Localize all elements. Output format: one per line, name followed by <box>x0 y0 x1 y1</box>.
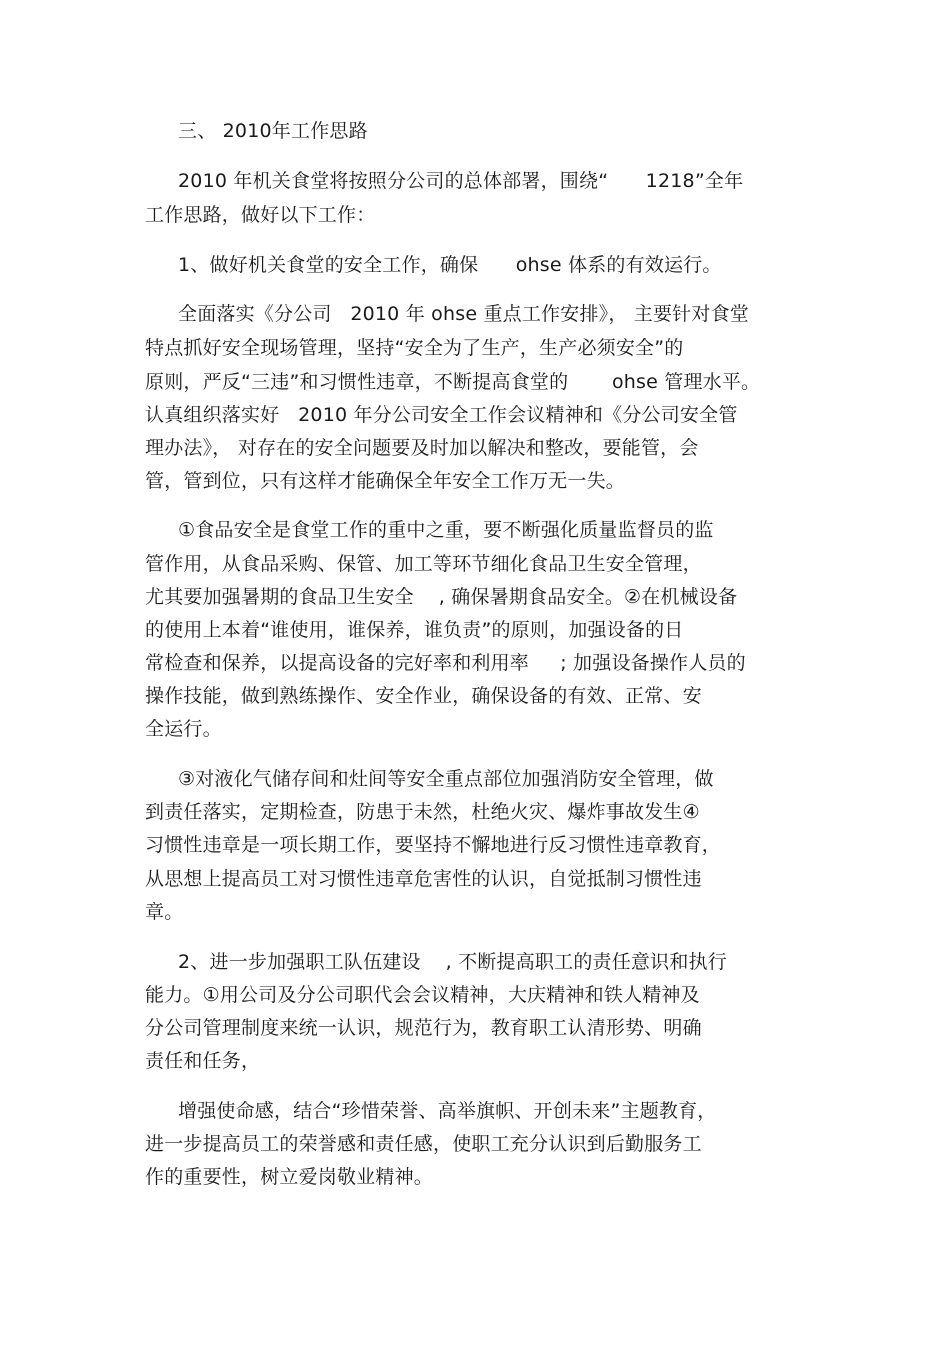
text-line: 常检查和保养，以提高设备的完好率和利用率 ; 加强设备操作人员的 <box>145 652 746 674</box>
section-heading: 三、 2010年工作思路 <box>178 120 368 142</box>
text-line: 特点抓好安全现场管理，坚持“安全为了生产，生产必须安全”的 <box>145 337 684 359</box>
text-line: 全运行。 <box>145 718 222 740</box>
text-line: 2010 年机关食堂将按照分公司的总体部署，围绕“ 1218”全年 <box>178 170 744 192</box>
text-line: 2、进一步加强职工队伍建设 , 不断提高职工的责任意识和执行 <box>178 951 727 973</box>
text-line: 管，管到位，只有这样才能确保全年安全工作万无一失。 <box>145 470 626 492</box>
text-line: 全面落实《分公司 2010 年 ohse 重点工作安排》， 主要针对食堂 <box>178 303 749 325</box>
text-line: 1、做好机关食堂的安全工作，确保 ohse 体系的有效运行。 <box>178 254 722 276</box>
text-line: ③对液化气储存间和灶间等安全重点部位加强消防安全管理，做 <box>178 768 714 790</box>
text-line: 习惯性违章是一项长期工作，要坚持不懈地进行反习惯性违章教育， <box>145 834 722 856</box>
text-line: 的使用上本着“谁使用，谁保养，谁负责”的原则，加强设备的日 <box>145 619 684 641</box>
text-line: 章。 <box>145 901 184 923</box>
text-line: 工作思路，做好以下工作： <box>145 204 376 226</box>
text-line: 到责任落实，定期检查，防患于未然，杜绝火灾、爆炸事故发生④ <box>145 801 700 823</box>
text-line: 管作用，从食品采购、保管、加工等环节细化食品卫生安全管理， <box>145 553 702 575</box>
text-line: 分公司管理制度来统一认识，规范行为，教育职工认清形势、明确 <box>145 1017 702 1039</box>
text-line: 作的重要性，树立爱岗敬业精神。 <box>145 1166 434 1188</box>
text-line: 操作技能，做到熟练操作、安全作业，确保设备的有效、正常、安 <box>145 685 702 707</box>
text-line: 从思想上提高员工对习惯性违章危害性的认识，自觉抵制习惯性违 <box>145 868 702 890</box>
text-line: 责任和任务， <box>145 1050 261 1072</box>
text-line: 认真组织落实好 2010 年分公司安全工作会议精神和《分公司安全管 <box>145 404 738 426</box>
text-line: 原则，严反“三违”和习惯性违章，不断提高食堂的 ohse 管理水平。 <box>145 371 761 393</box>
text-line: 理办法》， 对存在的安全问题要及时加以解决和整改，要能管，会 <box>145 437 699 459</box>
text-line: 能力。①用公司及分公司职代会会议精神，大庆精神和铁人精神及 <box>145 984 700 1006</box>
text-line: ①食品安全是食堂工作的重中之重，要不断强化质量监督员的监 <box>178 519 714 541</box>
text-line: 增强使命感，结合“珍惜荣誉、高举旗帜、开创未来”主题教育， <box>178 1100 717 1122</box>
text-line: 进一步提高员工的荣誉感和责任感，使职工充分认识到后勤服务工 <box>145 1133 702 1155</box>
text-line: 尤其要加强暑期的食品卫生安全 , 确保暑期食品安全。②在机械设备 <box>145 586 738 608</box>
